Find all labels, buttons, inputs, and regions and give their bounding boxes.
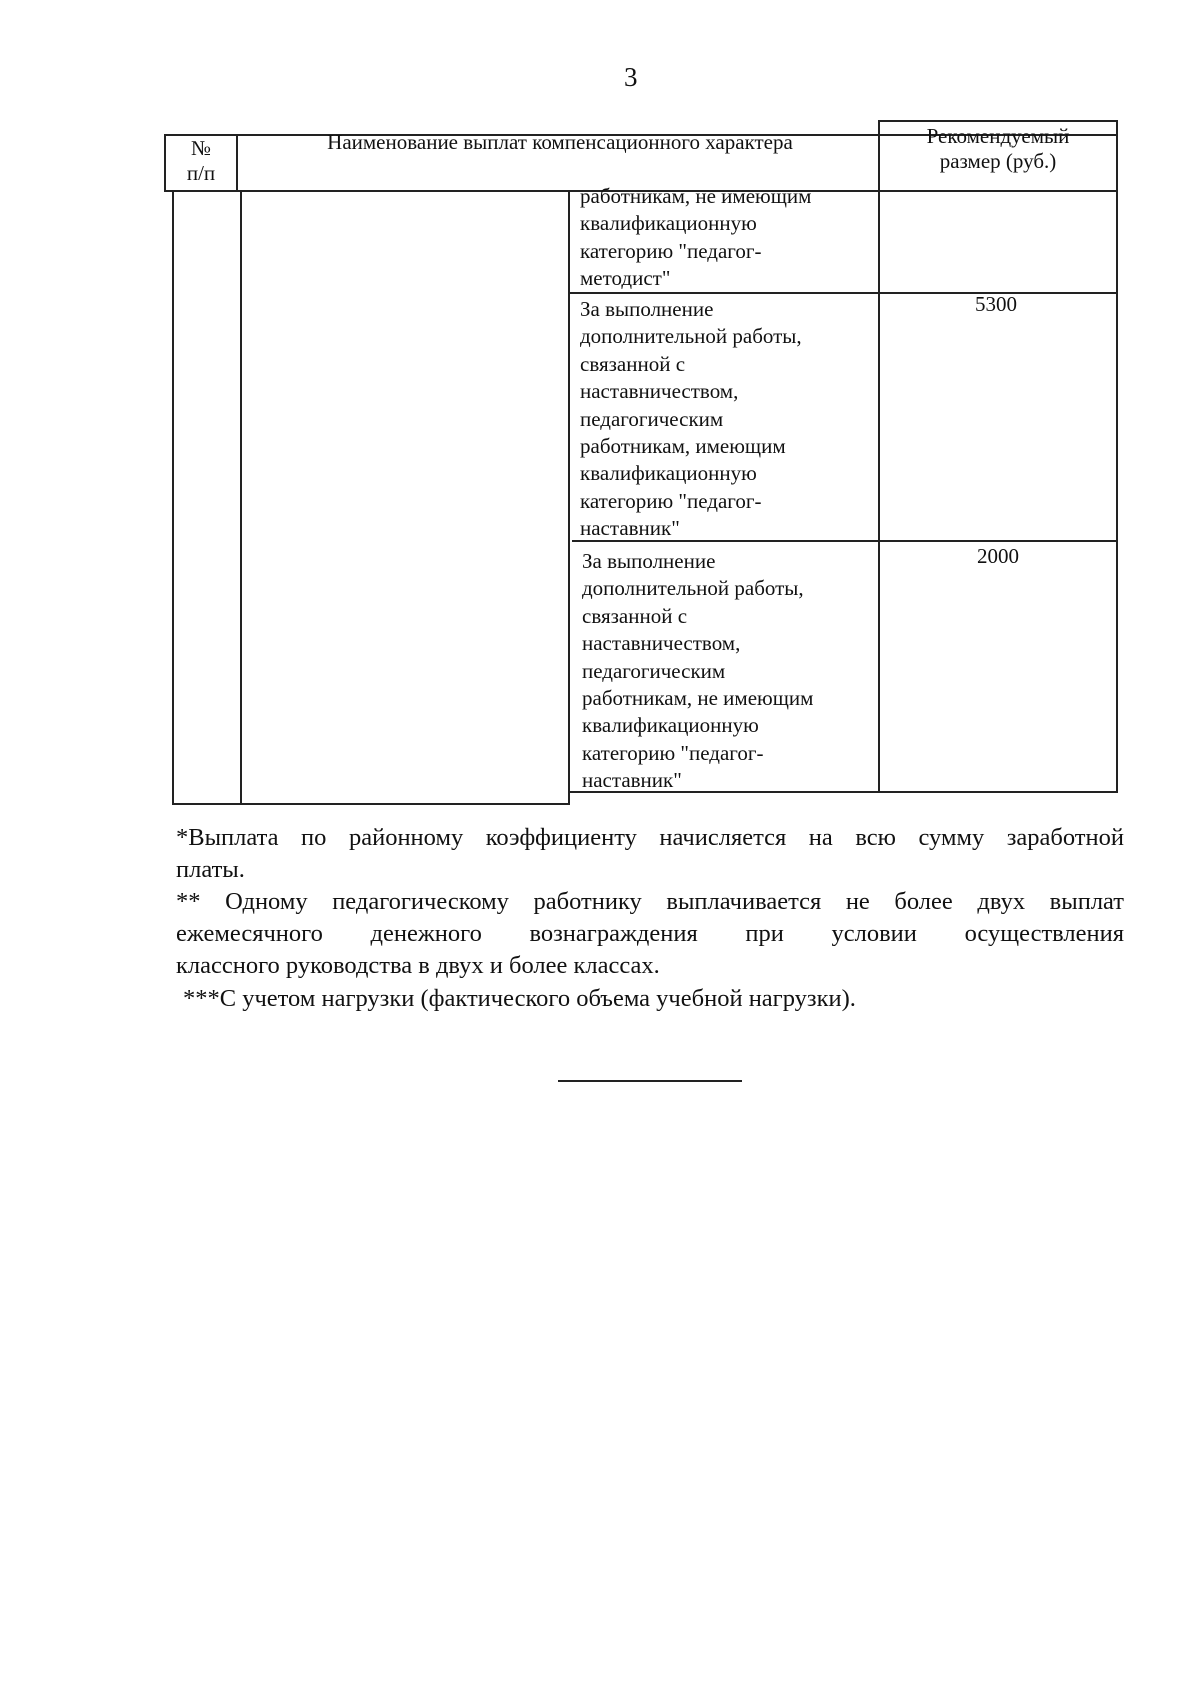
footnote-3: ***С учетом нагрузки (фактического объема учебной нагрузки).	[183, 985, 856, 1012]
row-description: работникам, не имеющим квалификационную категорию "педагог- методист"	[580, 184, 812, 291]
end-rule	[558, 1080, 742, 1082]
page-number: 3	[624, 62, 638, 92]
footnote-1-line: платы.	[176, 856, 245, 883]
row-amount: 5300	[975, 292, 1017, 316]
row-amount: 2000	[977, 544, 1019, 568]
footnote-2-line: ежемесячного денежного вознаграждения при условии осуществления	[176, 920, 1124, 947]
header-size: Рекомендуемый размер (руб.)	[926, 124, 1070, 173]
header-number: № п/п	[186, 136, 216, 185]
footnote-2-line: классного руководства в двух и более классах.	[176, 952, 660, 979]
row-description: За выполнение дополнительной работы, связанной с наставничеством, педагогическим работникам, имеющим квалификационную категорию "педагог- наставник"	[580, 297, 802, 541]
footnote-1-line: *Выплата по районному коэффициенту начисляется на всю сумму заработной	[176, 824, 1124, 851]
footnotes	[176, 822, 1124, 982]
row-description: За выполнение дополнительной работы, связанной с наставничеством, педагогическим работникам, не имеющим квалификационную категорию "педагог- наставник"	[582, 549, 814, 793]
header-name: Наименование выплат компенсационного характера	[327, 130, 793, 154]
footnote-2-line: ** Одному педагогическому работнику выплачивается не более двух выплат	[176, 888, 1124, 915]
